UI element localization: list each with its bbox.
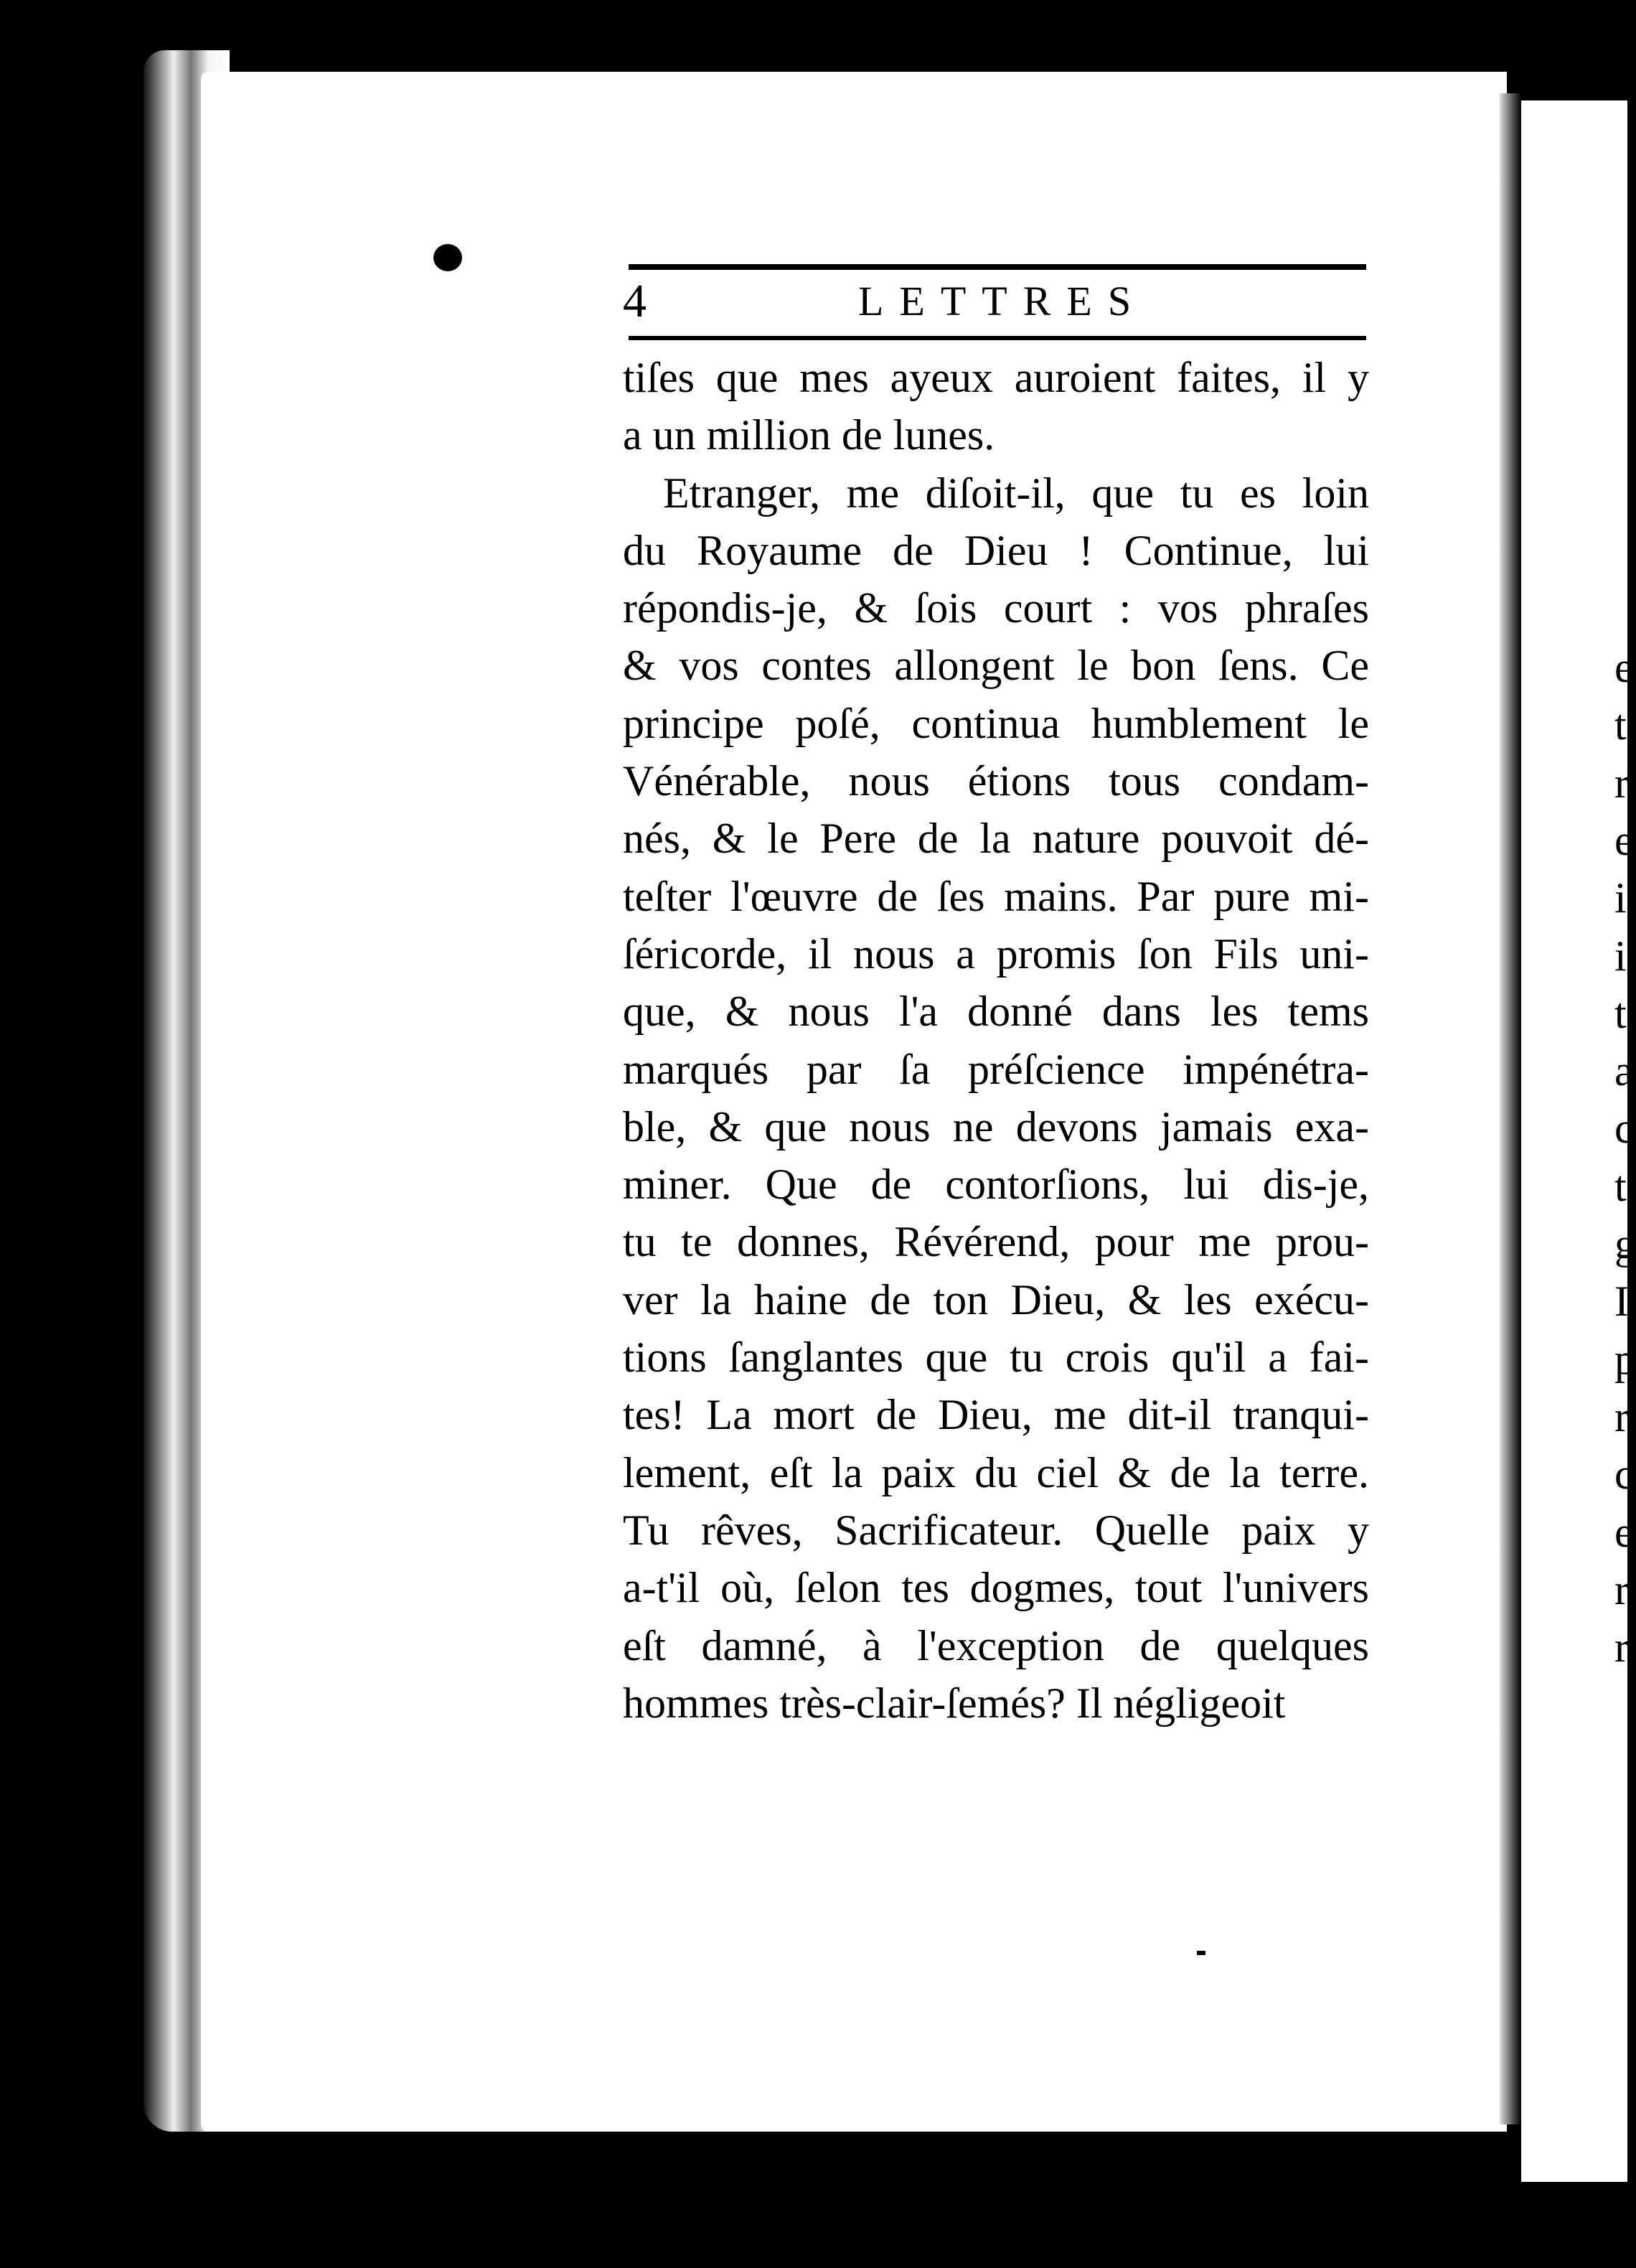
text-line: teſter l'œuvre de ſes mains. Par pure mi- bbox=[623, 872, 1369, 920]
next-page-letter: e bbox=[1614, 1508, 1634, 1556]
next-page-letter: r bbox=[1614, 759, 1629, 807]
next-page-letter: e bbox=[1614, 644, 1634, 691]
next-page-letter: i bbox=[1614, 932, 1627, 980]
next-page-letter: t bbox=[1614, 701, 1627, 749]
gutter-shadow bbox=[1500, 93, 1521, 2124]
page-number: 4 bbox=[623, 275, 647, 327]
next-page-letter: r bbox=[1614, 1623, 1629, 1672]
next-page-letter: g bbox=[1614, 1220, 1636, 1267]
body-text bbox=[623, 349, 1369, 1732]
text-line: tions ſanglantes que tu crois qu'il a fai- bbox=[623, 1334, 1369, 1382]
next-page-letter: t bbox=[1614, 1162, 1627, 1210]
text-line: Vénérable, nous étions tous condam- bbox=[623, 757, 1369, 805]
text-line: miner. Que de contorſions, lui dis-je, bbox=[623, 1161, 1369, 1209]
text-line: ver la haine de ton Dieu, & les exécu- bbox=[623, 1275, 1369, 1323]
next-page-letter: t bbox=[1614, 989, 1627, 1037]
text-line: que, & nous l'a donné dans les tems bbox=[623, 988, 1369, 1036]
text-line: répondis-je, & ſois court : vos phraſes bbox=[623, 584, 1369, 632]
next-page-letter: c bbox=[1614, 1451, 1634, 1499]
next-page-letter: I bbox=[1614, 1278, 1629, 1326]
running-head: LETTRES bbox=[858, 278, 1147, 324]
text-line: Tu rêves, Sacrificateur. Quelle paix y bbox=[623, 1506, 1369, 1554]
text-line: marqués par ſa préſcience impénétra- bbox=[623, 1045, 1369, 1093]
page-header bbox=[614, 273, 1368, 330]
text-line: & vos contes allongent le bon ſens. Ce bbox=[623, 642, 1369, 690]
text-line: tes! La mort de Dieu, me dit-il tranqui- bbox=[623, 1391, 1369, 1439]
text-line: tu te donnes, Révérend, pour me prou- bbox=[623, 1218, 1369, 1266]
text-line: a un million de lunes. bbox=[623, 411, 995, 459]
text-line: ſéricorde, il nous a promis ſon Fils uni- bbox=[623, 929, 1369, 978]
next-page-letter: a bbox=[1614, 1047, 1634, 1095]
header-rule-top bbox=[629, 264, 1366, 270]
text-line: a-t'il où, ſelon tes dogmes, tout l'univers bbox=[623, 1564, 1369, 1612]
next-page-letter: r bbox=[1614, 1392, 1629, 1440]
text-line: nés, & le Pere de la nature pouvoit dé- bbox=[623, 815, 1369, 863]
text-line: hommes très-clair-ſemés? Il négligeoit bbox=[623, 1679, 1286, 1727]
text-line: Etranger, me diſoit-il, que tu es loin bbox=[663, 469, 1369, 517]
text-line: eſt damné, à l'exception de quelques bbox=[623, 1621, 1369, 1669]
next-page-letter: i bbox=[1614, 874, 1627, 922]
ink-spot bbox=[433, 244, 462, 271]
stray-mark bbox=[1197, 1951, 1205, 1955]
next-page-letter: r bbox=[1614, 1565, 1629, 1613]
text-line: lement, eſt la paix du ciel & de la terre. bbox=[623, 1448, 1369, 1496]
next-page-letter: c bbox=[1614, 1105, 1634, 1153]
text-line: principe poſé, continua humblement le bbox=[623, 699, 1369, 747]
header-rule-bottom bbox=[629, 336, 1366, 340]
next-page-letter: e bbox=[1614, 816, 1634, 864]
text-line: ble, & que nous ne devons jamais exa- bbox=[623, 1102, 1369, 1151]
next-page-letter: p bbox=[1614, 1335, 1636, 1383]
next-page-edge bbox=[1521, 100, 1636, 2182]
text-line: tiſes que mes ayeux auroient faites, il y bbox=[623, 354, 1369, 401]
text-line: du Royaume de Dieu ! Continue, lui bbox=[623, 526, 1369, 574]
